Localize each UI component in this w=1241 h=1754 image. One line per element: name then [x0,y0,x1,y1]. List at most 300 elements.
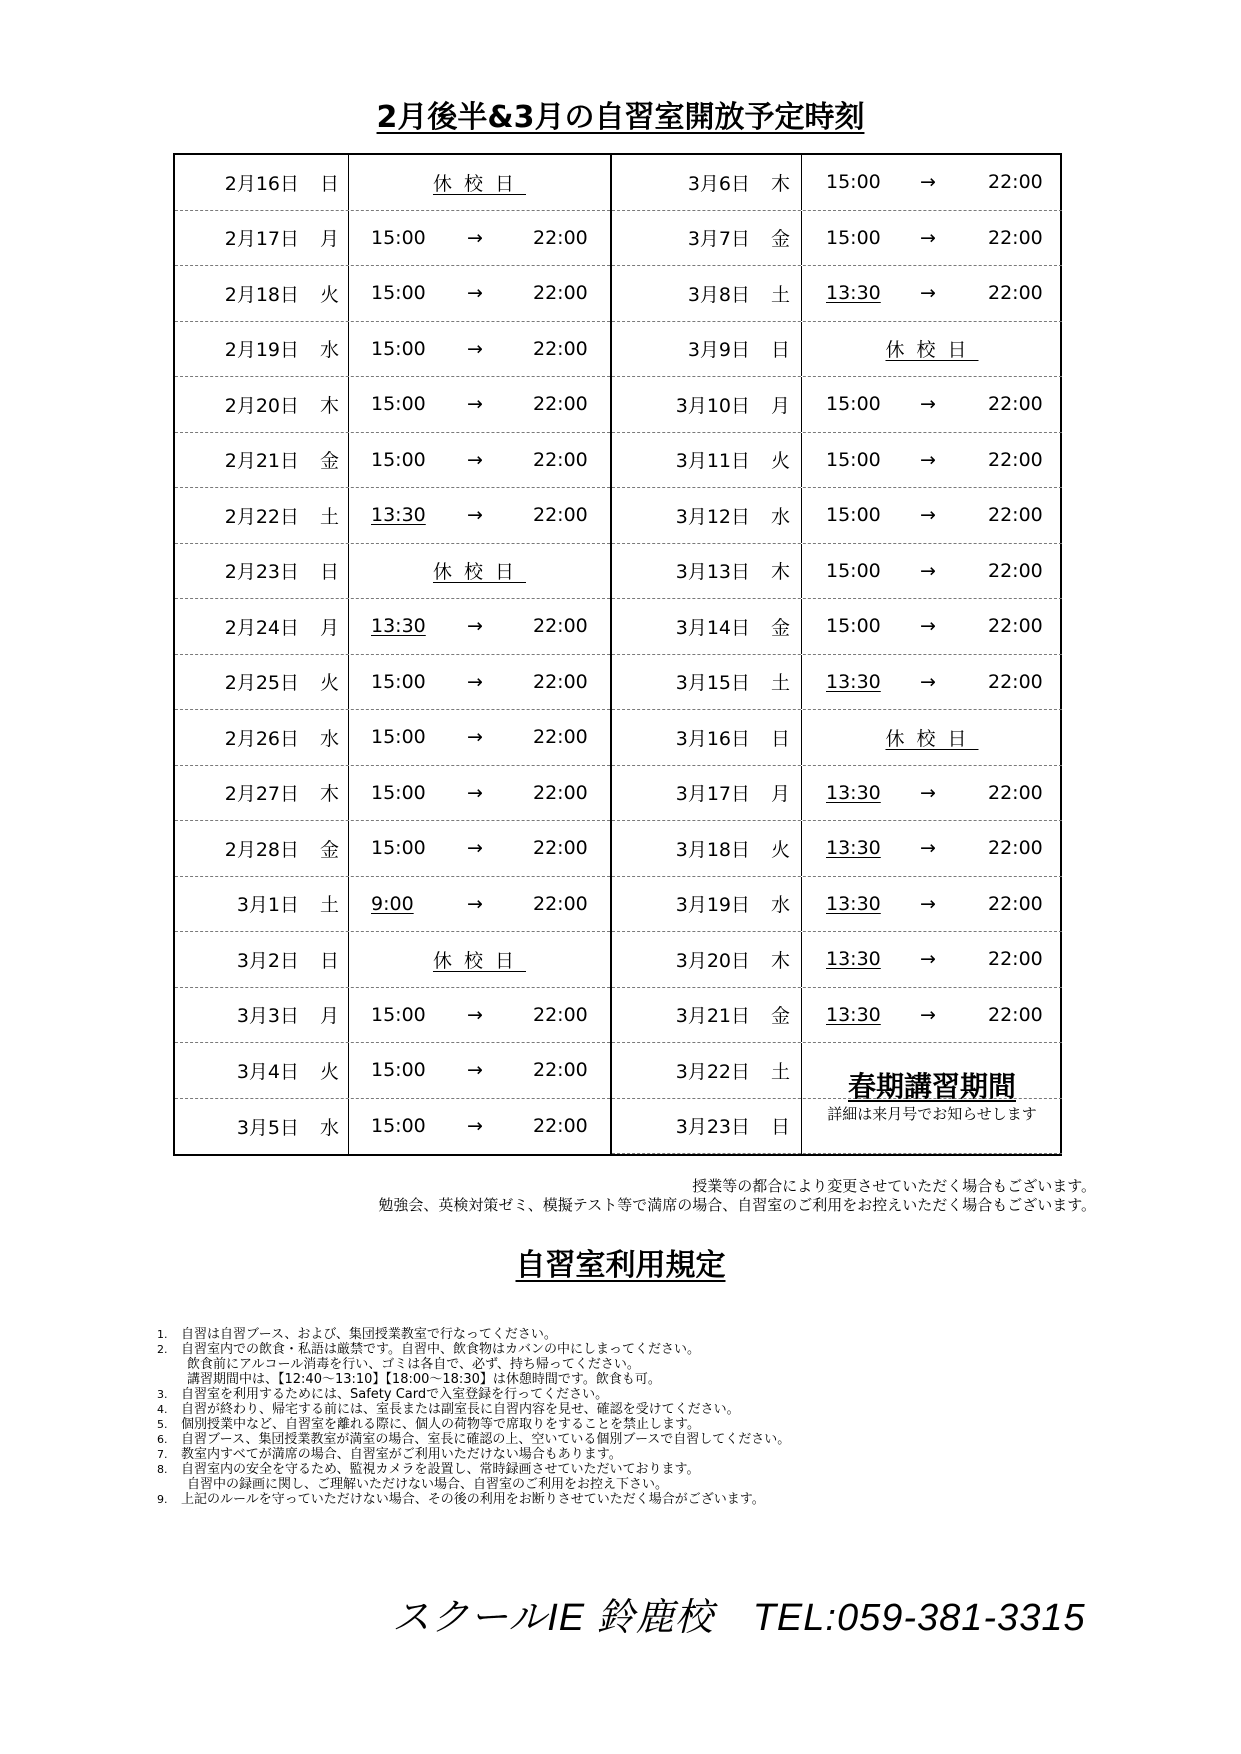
rule-item [157,1492,790,1507]
time-cell [801,877,1062,932]
weekday-label: 火 [770,450,790,473]
open-time: 13:30 [826,670,881,693]
spring-session-title: 春期講習期間 [847,1070,1016,1103]
weekday-label: 月 [319,1005,339,1028]
close-time: 22:00 [988,393,1043,416]
holiday-label: 休校日 [432,172,526,195]
schedule-row [175,1043,610,1099]
note-line: 授業等の都合により変更させていただく場合もございます。 [692,1177,1096,1195]
rule-text: 教室内すべてが満席の場合、自習室がご利用いただけない場合もあります。 [181,1447,622,1462]
open-time: 13:30 [826,948,881,971]
weekday-label: 水 [319,339,339,362]
time-cell [348,488,610,543]
close-time: 22:00 [988,781,1043,804]
schedule-notes [378,1177,1096,1215]
close-time: 22:00 [533,837,588,860]
arrow-icon: → [920,226,936,249]
time-cell [801,932,1062,987]
date-cell [612,433,790,488]
date-cell [175,932,339,987]
date-label: 3月14日 [675,616,750,639]
schedule-row [175,821,610,877]
rule-text: 飲食前にアルコール消毒を行い、ゴミは各自で、必ず、持ち帰ってください。 [187,1357,640,1372]
rule-text: 自習が終わり、帰宅する前には、室長または副室長に自習内容を見せ、確認を受けてください。 [181,1402,740,1417]
schedule-row [612,544,1062,600]
date-label: 2月21日 [224,450,299,473]
date-label: 3月19日 [675,894,750,917]
weekday-label: 水 [770,505,790,528]
schedule-row [175,544,610,600]
date-cell [175,821,339,876]
open-time: 15:00 [371,837,426,860]
date-label: 3月15日 [675,672,750,695]
time-cell [801,988,1062,1043]
schedule-row [612,877,1062,933]
date-label: 3月7日 [687,228,750,251]
rule-number: 1. [157,1328,168,1341]
weekday-label: 木 [770,561,790,584]
time-cell [801,488,1062,543]
date-label: 3月18日 [675,838,750,861]
page-title: 2月後半&3月の自習室開放予定時刻 [376,100,865,135]
weekday-label: 金 [319,450,339,473]
time-cell [801,433,1062,488]
rule-item [157,1387,790,1402]
open-time: 15:00 [371,1115,426,1138]
date-cell [612,322,790,377]
open-time: 15:00 [371,337,426,360]
schedule-row [175,433,610,489]
schedule-row [175,155,610,211]
date-cell [175,266,339,321]
open-time: 15:00 [371,670,426,693]
rule-text: 自習は自習ブース、および、集団授業教室で行なってください。 [181,1327,557,1342]
time-cell [348,877,610,932]
schedule-row [175,488,610,544]
arrow-icon: → [920,504,936,527]
holiday-label: 休校日 [885,339,979,362]
close-time: 22:00 [533,1059,588,1082]
date-cell [175,599,339,654]
open-time: 9:00 [371,892,414,915]
close-time: 22:00 [988,615,1043,638]
arrow-icon: → [467,837,483,860]
weekday-label: 日 [770,1116,790,1139]
date-label: 3月13日 [675,561,750,584]
time-cell [348,1043,610,1098]
schedule-row [612,266,1062,322]
date-label: 2月19日 [224,339,299,362]
date-label: 3月20日 [675,949,750,972]
arrow-icon: → [467,726,483,749]
time-cell [348,211,610,266]
schedule-row [612,433,1062,489]
spring-session-cell [801,1043,1062,1154]
rule-number: 8. [157,1463,168,1476]
date-cell [612,266,790,321]
schedule-row [612,821,1062,877]
rule-text: 自習室内の安全を守るため、監視カメラを設置し、常時録画させていただいております。 [181,1462,700,1477]
open-time: 15:00 [371,393,426,416]
arrow-icon: → [467,1003,483,1026]
arrow-icon: → [467,615,483,638]
date-label: 3月22日 [675,1060,750,1083]
date-cell [175,877,339,932]
weekday-label: 金 [770,1005,790,1028]
arrow-icon: → [467,504,483,527]
date-cell [612,544,790,599]
date-label: 3月4日 [236,1060,299,1083]
open-time: 15:00 [371,726,426,749]
open-time: 15:00 [826,559,881,582]
rule-number: 4. [157,1403,168,1416]
date-label: 2月24日 [224,616,299,639]
open-time: 15:00 [371,282,426,305]
date-label: 2月22日 [224,505,299,528]
time-cell [348,544,610,599]
date-label: 2月20日 [224,394,299,417]
date-label: 3月16日 [675,727,750,750]
open-time: 15:00 [826,448,881,471]
date-cell [612,599,790,654]
weekday-label: 水 [319,727,339,750]
date-cell [175,988,339,1043]
spring-session-note: 詳細は来月号でお知らせします [827,1105,1037,1123]
open-time: 15:00 [826,171,881,194]
time-cell [348,710,610,765]
date-cell [612,877,790,932]
time-cell [348,322,610,377]
rule-number: 2. [157,1343,168,1356]
weekday-label: 日 [770,727,790,750]
open-time: 13:30 [371,615,426,638]
close-time: 22:00 [533,393,588,416]
date-label: 2月16日 [224,172,299,195]
date-label: 2月27日 [224,783,299,806]
rule-number: 9. [157,1493,168,1506]
schedule-table [173,153,1062,1156]
date-cell [175,322,339,377]
weekday-label: 土 [319,894,339,917]
date-cell [612,932,790,987]
close-time: 22:00 [533,504,588,527]
weekday-label: 木 [770,949,790,972]
weekday-label: 火 [319,283,339,306]
close-time: 22:00 [533,670,588,693]
rule-number: 3. [157,1388,168,1401]
schedule-row [175,322,610,378]
schedule-row [612,766,1062,822]
close-time: 22:00 [988,448,1043,471]
close-time: 22:00 [988,670,1043,693]
date-cell [175,488,339,543]
weekday-label: 月 [319,616,339,639]
open-time: 15:00 [371,226,426,249]
date-label: 3月8日 [687,283,750,306]
open-time: 13:30 [826,282,881,305]
weekday-label: 土 [319,505,339,528]
date-cell [612,488,790,543]
close-time: 22:00 [988,559,1043,582]
date-cell [612,377,790,432]
arrow-icon: → [467,393,483,416]
time-cell [348,1099,610,1155]
date-label: 2月18日 [224,283,299,306]
time-cell [348,821,610,876]
close-time: 22:00 [988,226,1043,249]
schedule-row [175,710,610,766]
close-time: 22:00 [533,781,588,804]
date-cell [175,1043,339,1098]
date-cell [612,655,790,710]
date-label: 2月17日 [224,228,299,251]
close-time: 22:00 [533,337,588,360]
open-time: 13:30 [371,504,426,527]
schedule-row [612,710,1062,766]
holiday-label: 休校日 [885,727,979,750]
rule-item [157,1432,790,1447]
rule-text: 自習中の録画に関し、ご理解いただけない場合、自習室のご利用をお控え下さい。 [187,1477,669,1492]
time-cell [801,599,1062,654]
close-time: 22:00 [988,892,1043,915]
schedule-right-column [610,155,1062,1154]
schedule-row [175,1099,610,1155]
arrow-icon: → [467,781,483,804]
open-time: 13:30 [826,837,881,860]
time-cell [348,155,610,210]
weekday-label: 金 [319,838,339,861]
rule-text: 上記のルールを守っていただけない場合、その後の利用をお断りさせていただく場合がございます。 [181,1492,765,1507]
school-contact-footer: スクールIE 鈴鹿校 TEL:059-381-3315 [392,1597,1086,1639]
rule-item [157,1402,790,1417]
holiday-label: 休校日 [432,949,526,972]
open-time: 15:00 [371,448,426,471]
arrow-icon: → [467,1115,483,1138]
arrow-icon: → [467,1059,483,1082]
time-cell [348,655,610,710]
close-time: 22:00 [533,726,588,749]
date-cell [612,710,790,765]
note-line: 勉強会、英検対策ゼミ、模擬テスト等で満席の場合、自習室のご利用をお控えいただく場合もございます。 [378,1196,1096,1214]
date-cell [175,211,339,266]
weekday-label: 日 [770,339,790,362]
date-label: 3月17日 [675,783,750,806]
rules-title: 自習室利用規定 [515,1248,726,1283]
rule-text: 自習室内での飲食・私語は厳禁です。自習中、飲食物はカバンの中にしまってください。 [181,1342,700,1357]
arrow-icon: → [467,670,483,693]
rule-number: 5. [157,1418,168,1431]
close-time: 22:00 [988,948,1043,971]
close-time: 22:00 [533,1115,588,1138]
rule-item [157,1447,790,1462]
date-label: 2月28日 [224,838,299,861]
date-cell [612,766,790,821]
date-label: 3月12日 [675,505,750,528]
arrow-icon: → [467,282,483,305]
weekday-label: 月 [319,228,339,251]
close-time: 22:00 [533,226,588,249]
weekday-label: 木 [770,172,790,195]
date-label: 3月1日 [236,894,299,917]
time-cell [348,766,610,821]
time-cell [801,766,1062,821]
weekday-label: 火 [770,838,790,861]
weekday-label: 土 [770,283,790,306]
close-time: 22:00 [533,615,588,638]
weekday-label: 土 [770,1060,790,1083]
schedule-row [612,932,1062,988]
arrow-icon: → [920,948,936,971]
open-time: 15:00 [371,1059,426,1082]
rule-text: 個別授業中など、自習室を離れる際に、個人の荷物等で席取りをすることを禁止します。 [181,1417,700,1432]
time-cell [801,655,1062,710]
date-label: 2月23日 [224,561,299,584]
date-cell [175,155,339,210]
holiday-label: 休校日 [432,561,526,584]
date-cell [175,433,339,488]
schedule-row [175,211,610,267]
close-time: 22:00 [533,892,588,915]
rules-list [157,1327,790,1507]
schedule-row [175,877,610,933]
date-cell [612,211,790,266]
schedule-left-column [175,155,610,1154]
open-time: 15:00 [371,781,426,804]
arrow-icon: → [467,337,483,360]
schedule-row [612,322,1062,378]
weekday-label: 日 [319,949,339,972]
date-label: 3月3日 [236,1005,299,1028]
schedule-row [175,266,610,322]
date-cell [175,1099,339,1155]
weekday-label: 木 [319,783,339,806]
rule-text: 自習室を利用するためには、Safety Cardで入室登録を行ってください。 [181,1387,609,1402]
date-cell [612,988,790,1043]
close-time: 22:00 [988,837,1043,860]
open-time: 15:00 [826,504,881,527]
open-time: 15:00 [826,226,881,249]
time-cell [801,377,1062,432]
arrow-icon: → [920,1003,936,1026]
close-time: 22:00 [988,282,1043,305]
date-label: 3月9日 [687,339,750,362]
date-label: 3月6日 [687,172,750,195]
close-time: 22:00 [988,171,1043,194]
time-cell [348,266,610,321]
date-cell [612,1043,790,1098]
weekday-label: 日 [319,561,339,584]
date-cell [175,544,339,599]
date-label: 3月5日 [236,1116,299,1139]
close-time: 22:00 [533,282,588,305]
date-cell [612,821,790,876]
schedule-row [175,599,610,655]
time-cell [348,433,610,488]
date-label: 3月21日 [675,1005,750,1028]
arrow-icon: → [467,448,483,471]
arrow-icon: → [920,837,936,860]
rule-text: 講習期間中は、【12:40～13:10】【18:00～18:30】は休憩時間です。飲食も可。 [187,1372,661,1387]
date-cell [175,655,339,710]
weekday-label: 月 [770,394,790,417]
weekday-label: 火 [319,672,339,695]
weekday-label: 金 [770,228,790,251]
open-time: 15:00 [826,615,881,638]
time-cell [801,266,1062,321]
schedule-row [175,932,610,988]
arrow-icon: → [920,781,936,804]
schedule-row [612,211,1062,267]
close-time: 22:00 [533,448,588,471]
rule-text: 自習ブース、集団授業教室が満室の場合、室長に確認の上、空いている個別ブースで自習してください。 [181,1432,791,1447]
date-label: 2月25日 [224,672,299,695]
time-cell [801,322,1062,377]
time-cell [348,377,610,432]
schedule-row [612,655,1062,711]
date-label: 3月11日 [675,450,750,473]
rule-item [157,1342,790,1387]
close-time: 22:00 [533,1003,588,1026]
schedule-row [612,488,1062,544]
schedule-row [612,377,1062,433]
open-time: 13:30 [826,892,881,915]
schedule-row [175,655,610,711]
rule-item [157,1417,790,1432]
rule-item [157,1462,790,1492]
date-cell [175,766,339,821]
date-label: 3月10日 [675,394,750,417]
weekday-label: 火 [319,1060,339,1083]
rule-item [157,1327,790,1342]
arrow-icon: → [467,226,483,249]
arrow-icon: → [920,615,936,638]
weekday-label: 水 [319,1116,339,1139]
date-cell [612,155,790,210]
schedule-row [175,377,610,433]
arrow-icon: → [920,892,936,915]
time-cell [801,155,1062,210]
open-time: 13:30 [826,1003,881,1026]
weekday-label: 月 [770,783,790,806]
weekday-label: 日 [319,172,339,195]
date-label: 3月23日 [675,1116,750,1139]
weekday-label: 水 [770,894,790,917]
time-cell [801,710,1062,765]
schedule-row [612,599,1062,655]
date-label: 2月26日 [224,727,299,750]
weekday-label: 金 [770,616,790,639]
arrow-icon: → [920,448,936,471]
arrow-icon: → [920,559,936,582]
date-cell [175,377,339,432]
open-time: 13:30 [826,781,881,804]
weekday-label: 土 [770,672,790,695]
schedule-row [175,766,610,822]
rule-number: 6. [157,1433,168,1446]
schedule-row [612,988,1062,1044]
arrow-icon: → [920,171,936,194]
date-label: 3月2日 [236,949,299,972]
arrow-icon: → [467,892,483,915]
time-cell [801,211,1062,266]
close-time: 22:00 [988,1003,1043,1026]
rule-number: 7. [157,1448,168,1461]
time-cell [348,988,610,1043]
date-cell [612,1099,790,1154]
arrow-icon: → [920,393,936,416]
time-cell [801,544,1062,599]
time-cell [348,599,610,654]
